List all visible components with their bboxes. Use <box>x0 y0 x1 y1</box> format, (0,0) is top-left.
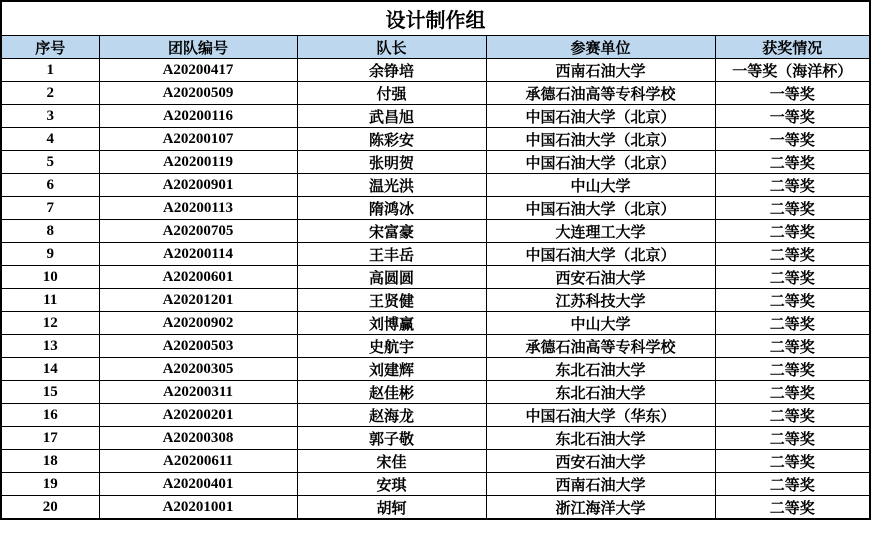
col-header-award: 获奖情况 <box>715 36 870 59</box>
table-body <box>1 59 870 520</box>
cell-team-id: A20200113 <box>99 197 297 220</box>
cell-award: 一等奖 <box>715 105 870 128</box>
cell-unit: 中国石油大学（北京） <box>486 243 715 266</box>
cell-no: 17 <box>1 427 99 450</box>
cell-award: 二等奖 <box>715 450 870 473</box>
cell-unit: 中国石油大学（北京） <box>486 105 715 128</box>
cell-team-id: A20200601 <box>99 266 297 289</box>
cell-team-id: A20200114 <box>99 243 297 266</box>
cell-award: 二等奖 <box>715 312 870 335</box>
col-header-unit: 参赛单位 <box>486 36 715 59</box>
cell-captain: 温光洪 <box>297 174 486 197</box>
cell-team-id: A20200311 <box>99 381 297 404</box>
cell-no: 18 <box>1 450 99 473</box>
cell-unit: 东北石油大学 <box>486 358 715 381</box>
cell-no: 7 <box>1 197 99 220</box>
cell-award: 二等奖 <box>715 266 870 289</box>
cell-captain: 赵佳彬 <box>297 381 486 404</box>
cell-team-id: A20200901 <box>99 174 297 197</box>
cell-no: 3 <box>1 105 99 128</box>
cell-unit: 中国石油大学（华东） <box>486 404 715 427</box>
cell-unit: 浙江海洋大学 <box>486 496 715 520</box>
cell-unit: 中国石油大学（北京） <box>486 128 715 151</box>
table-title: 设计制作组 <box>1 1 870 36</box>
cell-captain: 武昌旭 <box>297 105 486 128</box>
cell-team-id: A20200503 <box>99 335 297 358</box>
cell-no: 11 <box>1 289 99 312</box>
cell-captain: 刘博赢 <box>297 312 486 335</box>
cell-award: 一等奖（海洋杯） <box>715 59 870 82</box>
cell-unit: 西安石油大学 <box>486 450 715 473</box>
cell-award: 二等奖 <box>715 358 870 381</box>
table-row <box>1 105 870 128</box>
cell-captain: 陈彩安 <box>297 128 486 151</box>
cell-unit: 承德石油高等专科学校 <box>486 335 715 358</box>
cell-team-id: A20200308 <box>99 427 297 450</box>
cell-no: 6 <box>1 174 99 197</box>
cell-unit: 东北石油大学 <box>486 427 715 450</box>
cell-captain: 宋佳 <box>297 450 486 473</box>
header-row <box>1 36 870 59</box>
cell-captain: 隋鸿冰 <box>297 197 486 220</box>
cell-captain: 赵海龙 <box>297 404 486 427</box>
cell-no: 16 <box>1 404 99 427</box>
table-row <box>1 128 870 151</box>
table-row <box>1 197 870 220</box>
cell-award: 二等奖 <box>715 197 870 220</box>
table-row <box>1 381 870 404</box>
cell-unit: 中山大学 <box>486 174 715 197</box>
cell-captain: 张明贺 <box>297 151 486 174</box>
cell-no: 5 <box>1 151 99 174</box>
cell-award: 二等奖 <box>715 335 870 358</box>
cell-captain: 高圆圆 <box>297 266 486 289</box>
table-row <box>1 404 870 427</box>
cell-unit: 大连理工大学 <box>486 220 715 243</box>
cell-no: 12 <box>1 312 99 335</box>
cell-captain: 王丰岳 <box>297 243 486 266</box>
cell-no: 9 <box>1 243 99 266</box>
cell-team-id: A20200107 <box>99 128 297 151</box>
cell-no: 13 <box>1 335 99 358</box>
cell-award: 二等奖 <box>715 243 870 266</box>
table-row <box>1 289 870 312</box>
cell-no: 10 <box>1 266 99 289</box>
cell-team-id: A20200116 <box>99 105 297 128</box>
table-row <box>1 243 870 266</box>
cell-no: 15 <box>1 381 99 404</box>
cell-team-id: A20200119 <box>99 151 297 174</box>
col-header-team-id: 团队编号 <box>99 36 297 59</box>
cell-award: 二等奖 <box>715 404 870 427</box>
cell-no: 14 <box>1 358 99 381</box>
cell-unit: 东北石油大学 <box>486 381 715 404</box>
cell-captain: 付强 <box>297 82 486 105</box>
cell-award: 一等奖 <box>715 82 870 105</box>
cell-unit: 承德石油高等专科学校 <box>486 82 715 105</box>
cell-no: 8 <box>1 220 99 243</box>
cell-no: 2 <box>1 82 99 105</box>
col-header-captain: 队长 <box>297 36 486 59</box>
table-row <box>1 335 870 358</box>
cell-award: 二等奖 <box>715 381 870 404</box>
cell-award: 一等奖 <box>715 128 870 151</box>
cell-award: 二等奖 <box>715 473 870 496</box>
cell-team-id: A20200305 <box>99 358 297 381</box>
cell-unit: 中国石油大学（北京） <box>486 151 715 174</box>
cell-captain: 王贤健 <box>297 289 486 312</box>
table-row <box>1 151 870 174</box>
cell-captain: 郭子敬 <box>297 427 486 450</box>
cell-team-id: A20200509 <box>99 82 297 105</box>
cell-team-id: A20200611 <box>99 450 297 473</box>
cell-team-id: A20201201 <box>99 289 297 312</box>
cell-award: 二等奖 <box>715 174 870 197</box>
cell-team-id: A20200201 <box>99 404 297 427</box>
cell-award: 二等奖 <box>715 220 870 243</box>
cell-team-id: A20200902 <box>99 312 297 335</box>
table-row <box>1 427 870 450</box>
table-row <box>1 312 870 335</box>
col-header-no: 序号 <box>1 36 99 59</box>
cell-award: 二等奖 <box>715 151 870 174</box>
cell-award: 二等奖 <box>715 496 870 520</box>
table-row <box>1 358 870 381</box>
table-row <box>1 473 870 496</box>
cell-captain: 胡轲 <box>297 496 486 520</box>
cell-captain: 安琪 <box>297 473 486 496</box>
cell-captain: 余铮培 <box>297 59 486 82</box>
cell-no: 4 <box>1 128 99 151</box>
cell-captain: 刘建辉 <box>297 358 486 381</box>
cell-award: 二等奖 <box>715 427 870 450</box>
cell-unit: 西南石油大学 <box>486 473 715 496</box>
cell-unit: 江苏科技大学 <box>486 289 715 312</box>
cell-team-id: A20201001 <box>99 496 297 520</box>
cell-unit: 西安石油大学 <box>486 266 715 289</box>
table-row <box>1 496 870 520</box>
table-row <box>1 450 870 473</box>
table-row <box>1 266 870 289</box>
title-row <box>1 1 870 36</box>
cell-no: 1 <box>1 59 99 82</box>
cell-no: 20 <box>1 496 99 520</box>
cell-team-id: A20200417 <box>99 59 297 82</box>
cell-captain: 史航宇 <box>297 335 486 358</box>
table-row <box>1 59 870 82</box>
cell-unit: 中山大学 <box>486 312 715 335</box>
table-row <box>1 82 870 105</box>
cell-unit: 西南石油大学 <box>486 59 715 82</box>
cell-team-id: A20200705 <box>99 220 297 243</box>
cell-team-id: A20200401 <box>99 473 297 496</box>
cell-unit: 中国石油大学（北京） <box>486 197 715 220</box>
cell-captain: 宋富豪 <box>297 220 486 243</box>
cell-no: 19 <box>1 473 99 496</box>
table-row <box>1 220 870 243</box>
table-row <box>1 174 870 197</box>
cell-award: 二等奖 <box>715 289 870 312</box>
